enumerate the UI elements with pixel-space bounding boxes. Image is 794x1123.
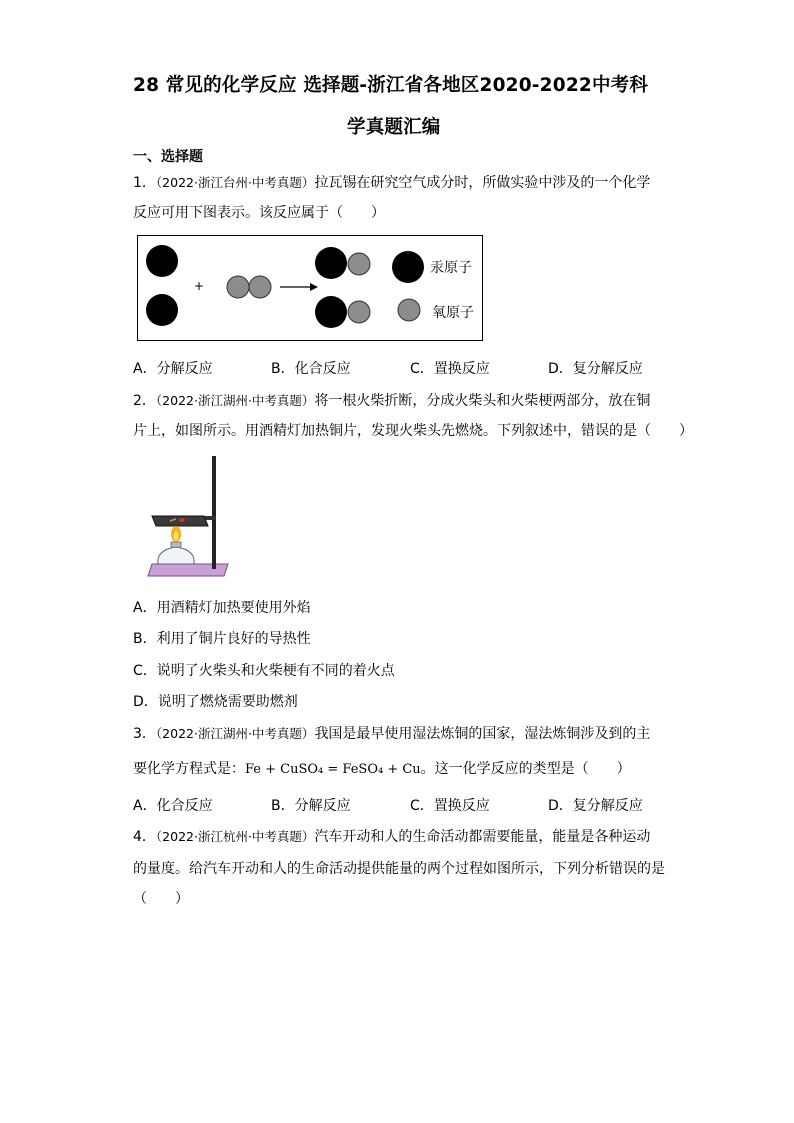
alcohol-lamp-illustration — [146, 454, 236, 579]
page-title-line1: 28 常见的化学反应 选择题-浙江省各地区2020-2022中考科 — [133, 75, 649, 96]
question-number: 1． — [133, 175, 156, 191]
question-number: 3． — [133, 726, 156, 742]
legend-oxygen-icon — [398, 299, 420, 321]
question-text: 将一根火柴折断，分成火柴头和火柴梗两部分，放在铜 — [314, 393, 651, 409]
question-text: 拉瓦锡在研究空气成分时，所做实验中涉及的一个化学 — [314, 175, 651, 191]
question-number: 4． — [133, 829, 156, 845]
question-4-line3: （ ） — [133, 891, 189, 907]
question-2-option-c[interactable]: C．说明了火柴头和火柴梗有不同的着火点 — [133, 663, 395, 679]
question-2-option-d[interactable]: D．说明了燃烧需要助燃剂 — [133, 694, 298, 710]
question-1-option-c[interactable]: C．置换反应 — [410, 361, 490, 377]
question-3-option-d[interactable]: D．复分解反应 — [548, 798, 643, 814]
question-1-option-d[interactable]: D．复分解反应 — [548, 361, 643, 377]
question-3-option-a[interactable]: A．化合反应 — [133, 798, 213, 814]
question-1-option-a[interactable]: A．分解反应 — [133, 361, 213, 377]
question-source: （2022·浙江湖州·中考真题） — [155, 393, 315, 408]
mercury-atom — [315, 247, 347, 279]
question-4-line1 — [133, 826, 650, 846]
arrow-head — [310, 283, 318, 291]
question-1-line2: 反应可用下图表示。该反应属于（ ） — [133, 205, 385, 221]
question-2-option-b[interactable]: B．利用了铜片良好的导热性 — [133, 631, 311, 647]
question-3-option-c[interactable]: C．置换反应 — [410, 798, 490, 814]
question-2-line2: 片上，如图所示。用酒精灯加热铜片，发现火柴头先燃烧。下列叙述中，错误的是（ ） — [133, 423, 693, 439]
question-3-line2 — [133, 758, 631, 778]
reaction-diagram — [137, 235, 483, 341]
mercury-atom — [146, 245, 178, 277]
oxygen-atom — [249, 276, 271, 298]
plus-sign: + — [194, 279, 205, 293]
question-text: 汽车开动和人的生命活动都需要能量，能量是各种运动 — [314, 829, 651, 845]
question-text: 要化学方程式是： — [133, 761, 245, 777]
question-text: 我国是最早使用湿法炼铜的国家，湿法炼铜涉及到的主 — [314, 726, 651, 742]
question-text: 。这一化学反应的类型是（ ） — [420, 761, 631, 777]
question-number: 2． — [133, 393, 156, 409]
question-source: （2022·浙江台州·中考真题） — [155, 175, 315, 190]
question-source: （2022·浙江杭州·中考真题） — [155, 829, 315, 844]
question-2-line1 — [133, 390, 650, 410]
question-source: （2022·浙江湖州·中考真题） — [155, 726, 315, 741]
oxygen-atom — [348, 253, 370, 275]
reaction-diagram-svg — [138, 236, 482, 340]
question-3-option-b[interactable]: B．分解反应 — [271, 798, 351, 814]
oxygen-atom — [348, 301, 370, 323]
question-4-line2: 的量度。给汽车开动和人的生命活动提供能量的两个过程如图所示，下列分析错误的是 — [133, 861, 665, 877]
chemical-equation: Fe + CuSO₄ = FeSO₄ + Cu — [245, 762, 421, 777]
question-3-line1 — [133, 723, 650, 743]
legend-mercury-icon — [392, 251, 424, 283]
question-2-option-a[interactable]: A．用酒精灯加热要使用外焰 — [133, 600, 311, 616]
mercury-atom — [146, 294, 178, 326]
page-title-line2: 学真题汇编 — [347, 117, 441, 138]
question-1-option-b[interactable]: B．化合反应 — [271, 361, 351, 377]
section-heading: 一、选择题 — [133, 149, 203, 165]
oxygen-atom — [227, 276, 249, 298]
legend-mercury-label: 汞原子 — [430, 260, 472, 276]
mercury-atom — [315, 296, 347, 328]
question-1-line1 — [133, 172, 650, 192]
legend-oxygen-label: 氧原子 — [432, 305, 474, 321]
